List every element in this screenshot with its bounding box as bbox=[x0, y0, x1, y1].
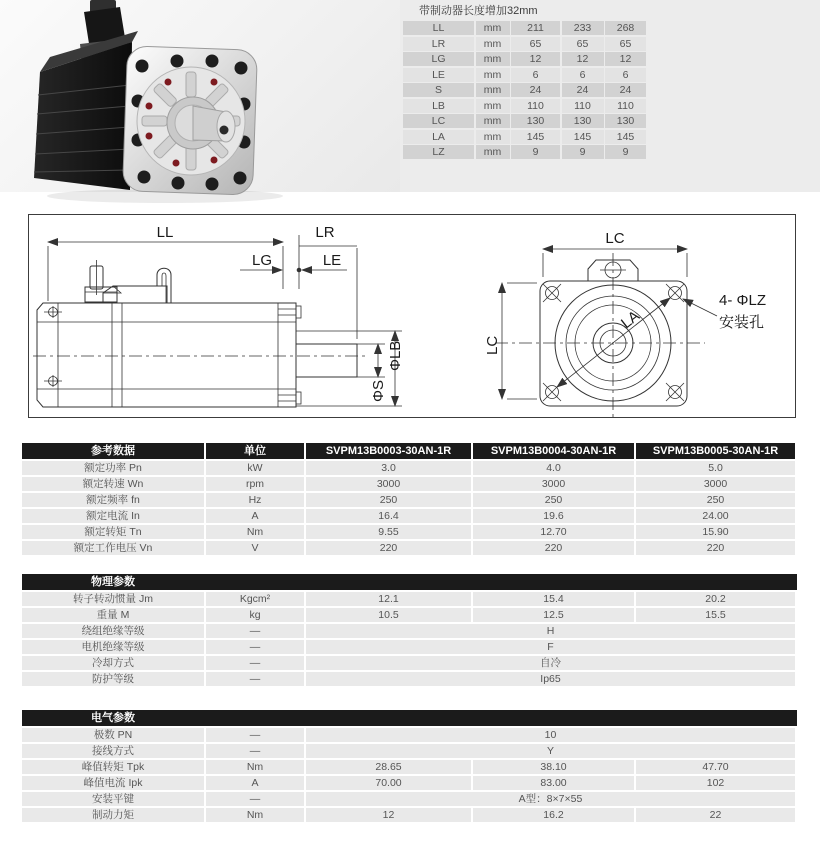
spec-table-row bbox=[22, 509, 797, 523]
spec-table-cell: 防护等级 bbox=[22, 672, 204, 686]
motor-photo bbox=[20, 0, 350, 205]
dim-label-phi-lb: ΦLB bbox=[387, 340, 404, 371]
spec-table-cell: — bbox=[206, 792, 304, 806]
spec-table-row bbox=[22, 672, 797, 686]
spec-table-cell: H bbox=[306, 624, 795, 638]
dim-label-phi-s: ΦS bbox=[370, 380, 387, 402]
dim-table-row bbox=[403, 130, 646, 144]
spec-table-cell: — bbox=[206, 672, 304, 686]
reference-data-table bbox=[22, 443, 797, 555]
dim-table-cell: 9 bbox=[511, 145, 560, 159]
dim-table-row bbox=[403, 21, 646, 35]
dim-table-cell: 24 bbox=[605, 83, 646, 97]
header-cell-model-2: SVPM13B0004-30AN-1R bbox=[473, 443, 634, 459]
spec-table-row bbox=[22, 656, 797, 670]
side-view bbox=[33, 260, 365, 407]
spec-table-cell: 额定频率 fn bbox=[22, 493, 204, 507]
dim-table-cell: 6 bbox=[562, 68, 604, 82]
spec-table-cell: 制动力矩 bbox=[22, 808, 204, 822]
dim-table-cell: 110 bbox=[605, 99, 646, 113]
spec-table-cell: 峰值转矩 Tpk bbox=[22, 760, 204, 774]
dim-table-cell: 110 bbox=[562, 99, 604, 113]
spec-table-cell: A型：8×7×55 bbox=[306, 792, 795, 806]
technical-drawing bbox=[28, 214, 796, 418]
spec-table-row bbox=[22, 640, 797, 654]
electrical-params-table bbox=[22, 710, 797, 822]
spec-table-cell: 15.4 bbox=[473, 592, 634, 606]
spec-table-cell: Kgcm² bbox=[206, 592, 304, 606]
spec-table-row bbox=[22, 776, 797, 790]
header-cell-model-3: SVPM13B0005-30AN-1R bbox=[636, 443, 795, 459]
dim-label-la: LA bbox=[617, 307, 643, 333]
physical-params-header bbox=[22, 574, 797, 590]
header-cell-param: 参考数据 bbox=[22, 443, 204, 459]
dim-table-cell: 145 bbox=[605, 130, 646, 144]
spec-table-row bbox=[22, 792, 797, 806]
dim-table-cell: 233 bbox=[562, 21, 604, 35]
spec-table-cell: 转子转动惯量 Jm bbox=[22, 592, 204, 606]
dim-table-cell: LG bbox=[403, 52, 474, 66]
dim-table-cell: mm bbox=[476, 99, 510, 113]
dim-table-cell: 65 bbox=[562, 37, 604, 51]
spec-table-cell: 47.70 bbox=[636, 760, 795, 774]
spec-table-cell: 12.5 bbox=[473, 608, 634, 622]
dim-table-cell: 65 bbox=[511, 37, 560, 51]
spec-table-cell: 15.5 bbox=[636, 608, 795, 622]
spec-table-cell: 5.0 bbox=[636, 461, 795, 475]
spec-table-cell: — bbox=[206, 640, 304, 654]
dim-table-cell: 6 bbox=[605, 68, 646, 82]
spec-table-cell: 接线方式 bbox=[22, 744, 204, 758]
spec-table-row bbox=[22, 493, 797, 507]
dim-label-lc-left: LC bbox=[484, 335, 501, 355]
spec-table-cell: 250 bbox=[306, 493, 471, 507]
dim-label-lg: LG bbox=[251, 252, 273, 269]
spec-table-row bbox=[22, 461, 797, 475]
dim-table-cell: 9 bbox=[605, 145, 646, 159]
spec-table-cell: 安装平键 bbox=[22, 792, 204, 806]
spec-table-cell: 38.10 bbox=[473, 760, 634, 774]
brake-note: 带制动器长度增加32mm bbox=[419, 5, 538, 17]
mount-hole-note-line2: 安装孔 bbox=[719, 314, 765, 331]
spec-table-cell: 额定转速 Wn bbox=[22, 477, 204, 491]
spec-table-cell: 24.00 bbox=[636, 509, 795, 523]
spec-table-row bbox=[22, 624, 797, 638]
reference-data-header bbox=[22, 443, 797, 459]
dim-table-row bbox=[403, 52, 646, 66]
spec-table-cell: 19.6 bbox=[473, 509, 634, 523]
dim-table-cell: mm bbox=[476, 114, 510, 128]
spec-table-cell: 20.2 bbox=[636, 592, 795, 606]
spec-table-row bbox=[22, 728, 797, 742]
spec-table-cell: 3.0 bbox=[306, 461, 471, 475]
header-cell-model-1: SVPM13B0003-30AN-1R bbox=[306, 443, 471, 459]
spec-table-cell: 额定功率 Pn bbox=[22, 461, 204, 475]
spec-table-row bbox=[22, 477, 797, 491]
spec-table-cell: 额定工作电压 Vn bbox=[22, 541, 204, 555]
spec-table-cell: 10 bbox=[306, 728, 795, 742]
dim-table-row bbox=[403, 68, 646, 82]
dim-label-ll: LL bbox=[156, 224, 174, 241]
dim-table-cell: LE bbox=[403, 68, 474, 82]
spec-table-cell: 峰值电流 Ipk bbox=[22, 776, 204, 790]
header-cell-unit: 单位 bbox=[206, 443, 304, 459]
spec-table-cell: rpm bbox=[206, 477, 304, 491]
dim-table-cell: 211 bbox=[511, 21, 560, 35]
spec-table-cell: 220 bbox=[306, 541, 471, 555]
dim-table-cell: 268 bbox=[605, 21, 646, 35]
front-view bbox=[495, 253, 705, 417]
dim-table-cell: mm bbox=[476, 37, 510, 51]
dim-table-row bbox=[403, 145, 646, 159]
dim-table-cell: LL bbox=[403, 21, 474, 35]
spec-table-cell: — bbox=[206, 744, 304, 758]
dim-table-cell: 65 bbox=[605, 37, 646, 51]
physical-params-table bbox=[22, 574, 797, 686]
spec-table-cell: kg bbox=[206, 608, 304, 622]
dimension-table bbox=[403, 21, 646, 159]
dim-table-cell: mm bbox=[476, 83, 510, 97]
spec-table-cell: Hz bbox=[206, 493, 304, 507]
dim-table-cell: 24 bbox=[562, 83, 604, 97]
electrical-params-header bbox=[22, 710, 797, 726]
dim-table-cell: mm bbox=[476, 145, 510, 159]
dim-label-lr: LR bbox=[315, 224, 335, 241]
spec-table-cell: A bbox=[206, 509, 304, 523]
dim-table-cell: LB bbox=[403, 99, 474, 113]
table-title: 物理参数 bbox=[91, 576, 135, 588]
spec-table-cell: F bbox=[306, 640, 795, 654]
spec-table-cell: 电机绝缘等级 bbox=[22, 640, 204, 654]
spec-table-row bbox=[22, 608, 797, 622]
spec-table-cell: 250 bbox=[473, 493, 634, 507]
dim-table-cell: 145 bbox=[511, 130, 560, 144]
dim-table-cell: 130 bbox=[562, 114, 604, 128]
dim-table-cell: LR bbox=[403, 37, 474, 51]
spec-table-cell: 12.1 bbox=[306, 592, 471, 606]
dim-table-cell: mm bbox=[476, 21, 510, 35]
spec-table-row bbox=[22, 760, 797, 774]
spec-table-cell: 9.55 bbox=[306, 525, 471, 539]
spec-table-row bbox=[22, 541, 797, 555]
spec-table-cell: 绕组绝缘等级 bbox=[22, 624, 204, 638]
dim-table-row bbox=[403, 99, 646, 113]
spec-table-cell: 自冷 bbox=[306, 656, 795, 670]
spec-table-cell: 220 bbox=[473, 541, 634, 555]
spec-table-cell: 12.70 bbox=[473, 525, 634, 539]
spec-table-cell: kW bbox=[206, 461, 304, 475]
spec-table-cell: Nm bbox=[206, 808, 304, 822]
spec-table-cell: Ip65 bbox=[306, 672, 795, 686]
spec-table-cell: 重量 M bbox=[22, 608, 204, 622]
table-title: 电气参数 bbox=[91, 712, 135, 724]
dim-table-cell: LZ bbox=[403, 145, 474, 159]
dim-table-cell: 130 bbox=[605, 114, 646, 128]
dim-table-cell: 9 bbox=[562, 145, 604, 159]
dim-table-cell: 12 bbox=[605, 52, 646, 66]
spec-table-cell: Nm bbox=[206, 760, 304, 774]
motor-photo-shapes bbox=[34, 0, 283, 203]
spec-table-row bbox=[22, 525, 797, 539]
spec-table-cell: 3000 bbox=[636, 477, 795, 491]
spec-table-cell: Y bbox=[306, 744, 795, 758]
spec-table-cell: 3000 bbox=[473, 477, 634, 491]
spec-table-cell: 10.5 bbox=[306, 608, 471, 622]
spec-table-cell: 70.00 bbox=[306, 776, 471, 790]
spec-table-cell: V bbox=[206, 541, 304, 555]
dim-table-row bbox=[403, 37, 646, 51]
dim-label-lc-top: LC bbox=[605, 230, 625, 247]
dim-table-cell: mm bbox=[476, 52, 510, 66]
dim-table-cell: mm bbox=[476, 130, 510, 144]
spec-table-cell: 3000 bbox=[306, 477, 471, 491]
dim-table-cell: LC bbox=[403, 114, 474, 128]
dim-table-cell: 6 bbox=[511, 68, 560, 82]
spec-table-cell: — bbox=[206, 624, 304, 638]
spec-table-row bbox=[22, 592, 797, 606]
spec-table-cell: 4.0 bbox=[473, 461, 634, 475]
side-view-dimensions bbox=[48, 224, 404, 406]
dim-table-cell: LA bbox=[403, 130, 474, 144]
spec-table-cell: — bbox=[206, 656, 304, 670]
spec-table-row bbox=[22, 808, 797, 822]
mount-hole-note-line1: 4- ΦLZ bbox=[719, 292, 766, 309]
dim-table-cell: mm bbox=[476, 68, 510, 82]
spec-table-cell: 冷却方式 bbox=[22, 656, 204, 670]
spec-table-cell: Nm bbox=[206, 525, 304, 539]
dim-table-cell: 130 bbox=[511, 114, 560, 128]
dim-table-cell: 12 bbox=[511, 52, 560, 66]
spec-table-cell: 83.00 bbox=[473, 776, 634, 790]
spec-table-cell: 220 bbox=[636, 541, 795, 555]
spec-table-cell: 15.90 bbox=[636, 525, 795, 539]
dim-table-cell: 110 bbox=[511, 99, 560, 113]
spec-table-cell: 28.65 bbox=[306, 760, 471, 774]
dim-table-cell: 12 bbox=[562, 52, 604, 66]
spec-table-cell: 额定转矩 Tn bbox=[22, 525, 204, 539]
dim-table-row bbox=[403, 83, 646, 97]
spec-table-cell: 额定电流 In bbox=[22, 509, 204, 523]
dim-table-cell: S bbox=[403, 83, 474, 97]
spec-table-cell: A bbox=[206, 776, 304, 790]
spec-table-cell: 102 bbox=[636, 776, 795, 790]
spec-table-cell: 16.4 bbox=[306, 509, 471, 523]
front-view-dimensions bbox=[484, 230, 766, 399]
dim-label-le: LE bbox=[322, 252, 342, 269]
spec-table-cell: 250 bbox=[636, 493, 795, 507]
spec-table-cell: 22 bbox=[636, 808, 795, 822]
dim-table-row bbox=[403, 114, 646, 128]
spec-table-row bbox=[22, 744, 797, 758]
dim-table-cell: 145 bbox=[562, 130, 604, 144]
dim-table-cell: 24 bbox=[511, 83, 560, 97]
spec-table-cell: 16.2 bbox=[473, 808, 634, 822]
spec-table-cell: — bbox=[206, 728, 304, 742]
spec-table-cell: 12 bbox=[306, 808, 471, 822]
spec-table-cell: 极数 PN bbox=[22, 728, 204, 742]
